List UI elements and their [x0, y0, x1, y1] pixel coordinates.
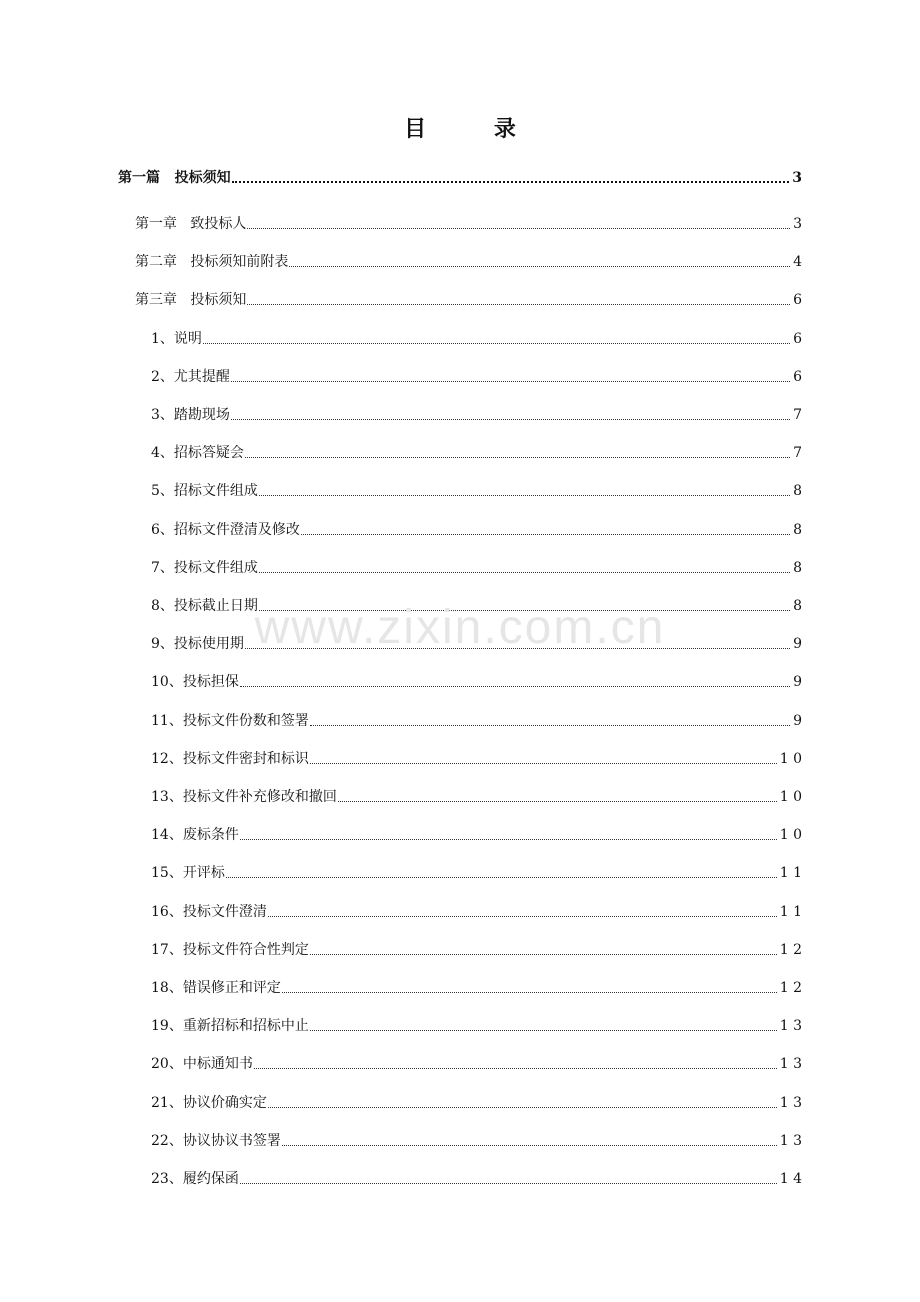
toc-page-number: 9 — [793, 712, 802, 729]
toc-section-entry[interactable] — [151, 749, 802, 769]
toc-entry-label: 17、投标文件符合性判定 — [151, 941, 309, 958]
toc-dot-leader — [231, 380, 790, 382]
toc-section-entry[interactable] — [151, 787, 802, 807]
watermark: www.zixin.com.cn — [254, 601, 666, 654]
toc-entry-label: 12、投标文件密封和标识 — [151, 750, 309, 767]
toc-entry-label: 5、招标文件组成 — [151, 483, 258, 500]
toc-page-number: 7 — [793, 407, 802, 423]
toc-section-entry[interactable] — [151, 1131, 802, 1151]
toc-dot-leader — [338, 800, 777, 802]
toc-section-entry[interactable] — [151, 940, 802, 960]
toc-page-number: 9 — [793, 674, 802, 691]
toc-entry-label: 3、踏勘现场 — [151, 407, 230, 423]
toc-entry-label: 8、投标截止日期 — [151, 598, 258, 614]
toc-dot-leader — [282, 1144, 777, 1146]
toc-page-number: 1 0 — [779, 789, 802, 805]
toc-dot-leader — [259, 571, 790, 573]
toc-section-entry[interactable] — [151, 405, 802, 425]
toc-section-entry[interactable] — [151, 558, 802, 578]
toc-dot-leader — [268, 1106, 777, 1108]
toc-entry-label: 20、中标通知书 — [151, 1056, 253, 1073]
toc-dot-leader — [310, 953, 777, 955]
toc-dot-leader — [240, 1182, 777, 1184]
toc-page-number: 8 — [793, 483, 802, 500]
toc-entry-label: 22、协议协议书签署 — [151, 1132, 281, 1149]
toc-page-number: 6 — [793, 292, 802, 309]
toc-dot-leader — [254, 1067, 777, 1069]
toc-page-number: 1 3 — [779, 1132, 802, 1149]
toc-chapter-entry[interactable] — [135, 290, 802, 310]
toc-dot-leader — [301, 533, 790, 535]
toc-page-number: 1 1 — [779, 865, 802, 882]
toc-entry-label: 18、错误修正和评定 — [151, 980, 281, 996]
toc-section-entry[interactable] — [151, 329, 802, 349]
toc-dot-leader — [310, 762, 777, 764]
toc-dot-leader — [289, 265, 790, 267]
toc-dot-leader — [226, 876, 777, 878]
toc-dot-leader — [310, 724, 790, 726]
toc-dot-leader — [259, 494, 790, 496]
toc-page-number: 1 0 — [779, 750, 802, 767]
toc-dot-leader — [232, 180, 790, 183]
toc-page-number: 7 — [793, 445, 802, 462]
toc-entry-label: 14、废标条件 — [151, 827, 239, 844]
toc-page-number: 9 — [793, 636, 802, 653]
toc-page-number: 6 — [793, 368, 802, 385]
toc-section-entry[interactable] — [151, 1093, 802, 1113]
toc-entry-label: 21、协议价确实定 — [151, 1094, 267, 1111]
toc-page-number: 1 3 — [779, 1056, 802, 1073]
toc-section-entry[interactable] — [151, 481, 802, 501]
toc-dot-leader — [240, 838, 777, 840]
toc-dot-leader — [203, 342, 790, 344]
toc-entry-label: 第一章 致投标人 — [135, 216, 247, 232]
toc-page-number: 6 — [793, 330, 802, 347]
toc-page-number: 1 2 — [779, 980, 802, 996]
toc-entry-label: 10、投标担保 — [151, 674, 239, 691]
toc-entry-label: 23、履约保函 — [151, 1171, 239, 1187]
toc-dot-leader — [231, 418, 790, 420]
toc-entry-label: 第三章 投标须知 — [135, 292, 247, 309]
toc-dot-leader — [245, 456, 790, 458]
toc-section-entry[interactable] — [151, 1169, 802, 1189]
toc-entry-label: 16、投标文件澄清 — [151, 903, 267, 920]
toc-page-number: 1 3 — [779, 1018, 802, 1035]
toc-chapter-entry[interactable] — [135, 214, 802, 234]
toc-section-entry[interactable] — [151, 825, 802, 845]
toc-section-entry[interactable] — [151, 711, 802, 731]
toc-page-number: 8 — [793, 521, 802, 538]
toc-section-entry[interactable] — [151, 1054, 802, 1074]
toc-dot-leader — [310, 1029, 777, 1031]
toc-section-entry[interactable] — [151, 672, 802, 692]
toc-page-number: 4 — [793, 254, 802, 271]
toc-dot-leader — [268, 915, 777, 917]
toc-section-entry[interactable] — [151, 443, 802, 463]
toc-page-number: 8 — [793, 598, 802, 614]
toc-entry-label: 13、投标文件补充修改和撤回 — [151, 789, 337, 805]
toc-dot-leader — [247, 227, 790, 229]
page-title: 目 录 — [404, 116, 546, 142]
toc-entry-label: 9、投标使用期 — [151, 636, 244, 653]
toc-dot-leader — [282, 991, 777, 993]
toc-section-entry[interactable] — [151, 596, 802, 616]
toc-page-number: 1 4 — [779, 1171, 802, 1187]
toc-section-entry[interactable] — [151, 634, 802, 654]
toc-page-number: 1 3 — [779, 1094, 802, 1111]
toc-entry-label: 第二章 投标须知前附表 — [135, 254, 289, 271]
toc-section-entry[interactable] — [151, 902, 802, 922]
toc-page-number: 3 — [792, 170, 802, 186]
toc-entry-label: 7、投标文件组成 — [151, 559, 258, 576]
toc-entry-label: 2、尤其提醒 — [151, 368, 230, 385]
toc-entry-label: 1、说明 — [151, 330, 202, 347]
toc-entry-label: 6、招标文件澄清及修改 — [151, 521, 300, 538]
toc-chapter-entry[interactable] — [135, 252, 802, 272]
toc-part-entry[interactable] — [118, 168, 802, 188]
toc-section-entry[interactable] — [151, 863, 802, 883]
toc-page-number: 1 1 — [779, 903, 802, 920]
toc-dot-leader — [259, 609, 790, 611]
toc-dot-leader — [245, 647, 790, 649]
toc-page-number: 1 0 — [779, 827, 802, 844]
toc-section-entry[interactable] — [151, 367, 802, 387]
toc-entry-label: 11、投标文件份数和签署 — [151, 712, 309, 729]
toc-section-entry[interactable] — [151, 520, 802, 540]
toc-entry-label: 第一篇 投标须知 — [118, 170, 231, 186]
toc-entry-label: 4、招标答疑会 — [151, 445, 244, 462]
toc-entry-label: 15、开评标 — [151, 865, 225, 882]
toc-page-number: 1 2 — [779, 941, 802, 958]
toc-page-number: 3 — [793, 216, 802, 232]
toc-dot-leader — [240, 685, 790, 687]
toc-entry-label: 19、重新招标和招标中止 — [151, 1018, 309, 1035]
toc-dot-leader — [247, 303, 790, 305]
toc-section-entry[interactable] — [151, 978, 802, 998]
toc-page-number: 8 — [793, 559, 802, 576]
toc-section-entry[interactable] — [151, 1016, 802, 1036]
